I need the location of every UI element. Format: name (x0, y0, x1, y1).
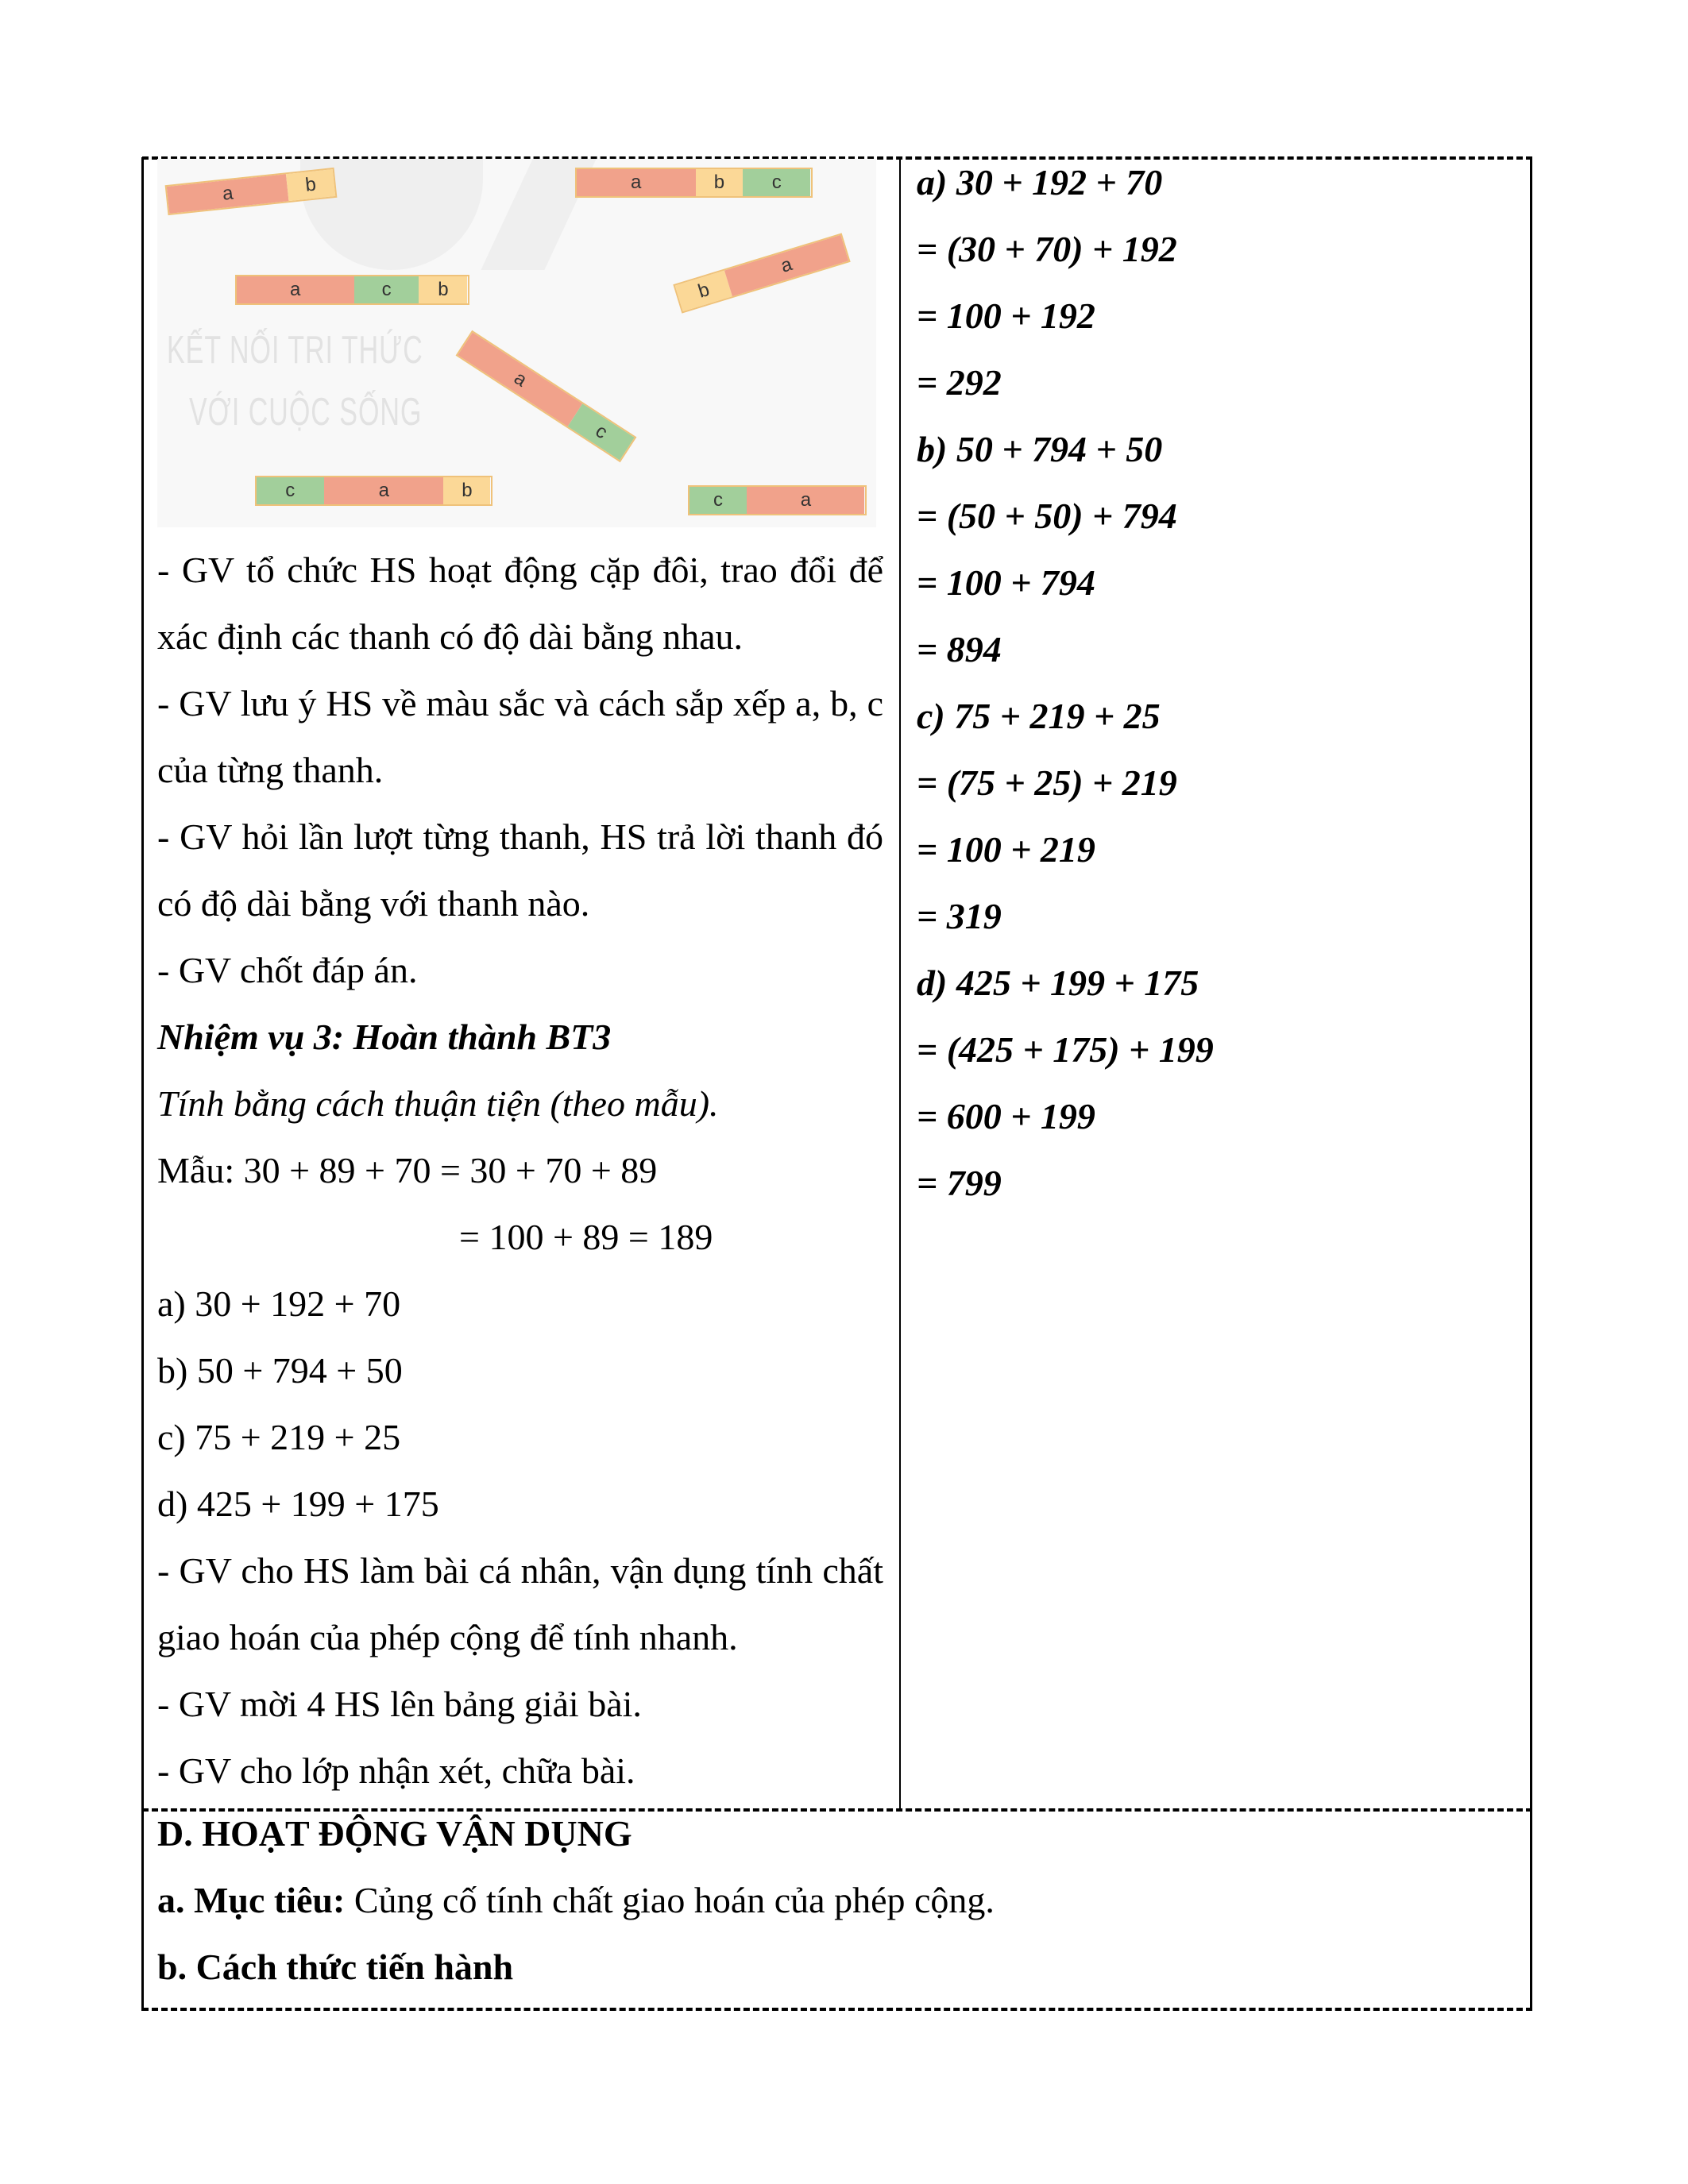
instruction-pair-work: - GV tổ chức HS hoạt động cặp đôi, trao đổi để xác định các thanh có độ dài bằng nhau. (157, 550, 883, 657)
answer-line: = (425 + 175) + 199 (917, 1029, 1214, 1070)
length-bar (575, 168, 813, 198)
length-bar (673, 233, 850, 313)
bar-segment-a: a (458, 333, 582, 427)
task-title: Nhiệm vụ 3: Hoàn thành BT3 (157, 1017, 612, 1057)
bar-segment-a: a (167, 174, 289, 214)
objective (157, 1867, 1516, 1934)
exercise-d: d) 425 + 199 + 175 (157, 1484, 439, 1524)
task-instruction: Tính bằng cách thuận tiện (theo mẫu). (157, 1083, 719, 1124)
watermark-line-2: VỚI CUỘC SỐNG (189, 390, 423, 434)
watermark-line-1: KẾT NỐI TRI THỨC (167, 328, 423, 372)
answer-line: a) 30 + 192 + 70 (917, 162, 1163, 203)
table-right-border (1530, 157, 1532, 2011)
answer-line: d) 425 + 199 + 175 (917, 963, 1199, 1003)
bar-segment-b: b (419, 276, 467, 303)
sample-line-1: Mẫu: 30 + 89 + 70 = 30 + 70 + 89 (157, 1150, 658, 1190)
answer-line: = (50 + 50) + 794 (917, 496, 1177, 536)
instruction-individual: - GV cho HS làm bài cá nhân, vận dụng tính chất giao hoán của phép cộng để tính nhanh. (157, 1550, 883, 1657)
length-bar (235, 275, 469, 305)
answer-line: = 100 + 794 (917, 562, 1095, 603)
bar-segment-c: c (743, 169, 811, 196)
column-divider (899, 157, 901, 1811)
bar-segment-a: a (324, 477, 443, 504)
length-bar (688, 485, 867, 515)
method-label: b. Cách thức tiến hành (157, 1947, 514, 1987)
answer-line: = 600 + 199 (917, 1096, 1095, 1136)
section-d (157, 1800, 1516, 2001)
objective-text: Củng cố tính chất giao hoán của phép cộng. (345, 1880, 995, 1920)
section-heading: D. HOẠT ĐỘNG VẬN DỤNG (157, 1813, 632, 1854)
answer-line: c) 75 + 219 + 25 (917, 696, 1161, 736)
objective-label: a. Mục tiêu: (157, 1880, 346, 1920)
instruction-board: - GV mời 4 HS lên bảng giải bài. (157, 1684, 642, 1724)
bar-segment-c: c (567, 404, 634, 461)
answer-line: = 100 + 192 (917, 295, 1095, 336)
answer-line: = 894 (917, 629, 1002, 669)
answer-line: = (75 + 25) + 219 (917, 762, 1177, 803)
answer-line: = 799 (917, 1163, 1002, 1203)
length-bar (455, 330, 636, 462)
answer-line: = 100 + 219 (917, 829, 1095, 870)
bar-segment-b: b (286, 169, 335, 201)
answer-line: = 292 (917, 362, 1002, 403)
bar-segment-a: a (747, 487, 864, 514)
table-bottom-border (142, 2008, 1532, 2011)
exercise-b: b) 50 + 794 + 50 (157, 1350, 403, 1391)
answer-line: = (30 + 70) + 192 (917, 229, 1177, 269)
instruction-conclude: - GV chốt đáp án. (157, 950, 418, 990)
bar-segment-b: b (443, 477, 490, 504)
table-left-border (141, 157, 144, 2011)
answers-column (917, 149, 1520, 1217)
bar-segment-c: c (689, 487, 747, 514)
bar-segment-c: c (354, 276, 419, 303)
bar-segment-c: c (257, 477, 325, 504)
sample-line-2: = 100 + 89 = 189 (459, 1217, 713, 1257)
exercise-a: a) 30 + 192 + 70 (157, 1283, 401, 1324)
answer-line: b) 50 + 794 + 50 (917, 429, 1163, 469)
instruction-color-note: - GV lưu ý HS về màu sắc và cách sắp xếp a, b, c của từng thanh. (157, 683, 883, 790)
instruction-ask: - GV hỏi lần lượt từng thanh, HS trả lời thanh đó có độ dài bằng với thanh nào. (157, 816, 883, 924)
instruction-review: - GV cho lớp nhận xét, chữa bài. (157, 1750, 635, 1791)
exercise-c: c) 75 + 219 + 25 (157, 1417, 401, 1457)
bar-segment-a: a (724, 235, 848, 296)
bar-segment-b: b (675, 270, 732, 311)
length-bar (255, 476, 492, 506)
left-column (157, 537, 883, 1804)
bars-illustration (157, 159, 876, 527)
bar-segment-a: a (237, 276, 354, 303)
answer-line: = 319 (917, 896, 1002, 936)
bar-segment-a: a (577, 169, 696, 196)
bar-segment-b: b (696, 169, 743, 196)
